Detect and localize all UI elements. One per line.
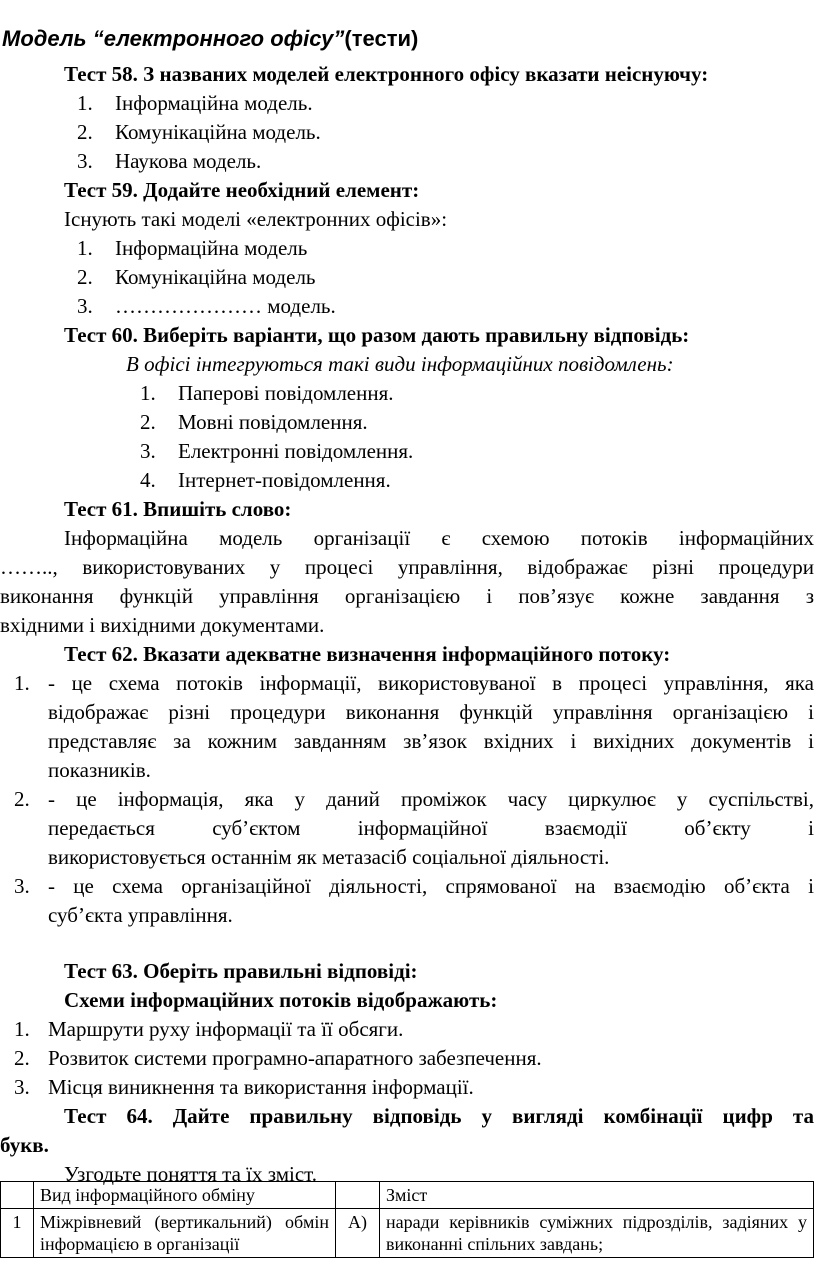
test-63-heading: Тест 63. Оберіть правильні відповіді: bbox=[64, 959, 418, 983]
list-item: 1. Інформаційна модель. bbox=[77, 91, 313, 115]
list-item: 1. Паперові повідомлення. bbox=[140, 381, 394, 405]
test-59-heading: Тест 59. Додайте необхідний елемент: bbox=[64, 178, 420, 202]
table-header-cell: Зміст bbox=[380, 1182, 814, 1209]
list-item: 3. Електронні повідомлення. bbox=[140, 439, 414, 463]
title-suffix: (тести) bbox=[344, 26, 419, 51]
list-item: 1. Маршрути руху інформації та її обсяги. bbox=[14, 1017, 404, 1041]
list-item-number: 1. bbox=[14, 671, 30, 695]
test-61-paragraph: Інформаційна модель організації є схемою потоків інформаційних …….., використовуваних у процесі управління, відображає різні процедури виконання функцій управління організацією і пов’язує кожне завдання з вхідними і вихідними документами. bbox=[0, 526, 814, 637]
test-60-intro: В офісі інтегруються такі види інформаційних повідомлень: bbox=[126, 352, 674, 376]
table-cell: наради керівників суміжних підрозділів, задіяних у виконанні спільних завдань; bbox=[380, 1209, 814, 1258]
list-item: 3. Наукова модель. bbox=[77, 149, 262, 173]
list-item: 2. Мовні повідомлення. bbox=[140, 410, 368, 434]
list-item: 3. ………………… модель. bbox=[77, 294, 336, 318]
list-item: 2. Комунікаційна модель. bbox=[77, 120, 321, 144]
list-item: 4. Інтернет-повідомлення. bbox=[140, 468, 391, 492]
list-item-number: 2. bbox=[14, 787, 30, 811]
test-62-option-1: - це схема потоків інформації, використовуваної в процесі управління, яка відображає різні процедури виконання функцій управління організацією і представляє за кожним завданням зв’язок вхідних і вихідних документів і показників. bbox=[48, 671, 814, 782]
table-cell: 1 bbox=[1, 1209, 34, 1258]
test-64-intro: Узгодьте поняття та їх зміст. bbox=[64, 1162, 318, 1186]
list-item: 3. Місця виникнення та використання інформації. bbox=[14, 1075, 474, 1099]
table-header-cell: Вид інформаційного обміну bbox=[34, 1182, 336, 1209]
title-main: Модель “електронного офісу” bbox=[2, 26, 345, 51]
list-item: 2. Комунікаційна модель bbox=[77, 265, 316, 289]
test-62-option-2: - це інформація, яка у даний проміжок часу циркулює у суспільстві, передається суб’єктом інформаційної взаємодії об’єкту і використовується останнім як метазасіб соціальної діяльності. bbox=[48, 787, 814, 869]
list-item: 1. Інформаційна модель bbox=[77, 236, 308, 260]
test-60-heading: Тест 60. Виберіть варіанти, що разом дають правильну відповідь: bbox=[64, 323, 690, 347]
list-item: 2. Розвиток системи програмно-апаратного забезпечення. bbox=[14, 1046, 542, 1070]
test-63-subheading: Схеми інформаційних потоків відображають: bbox=[64, 988, 498, 1012]
test-61-heading: Тест 61. Впишіть слово: bbox=[64, 497, 292, 521]
table-cell: А) bbox=[336, 1209, 380, 1258]
table-header-cell bbox=[336, 1182, 380, 1209]
test-64-heading: Тест 64. Дайте правильну відповідь у вигляді комбінації цифр та букв. bbox=[0, 1104, 814, 1157]
test-62-option-3: - це схема організаційної діяльності, спрямованої на взаємодію об’єкта і суб’єкта управління. bbox=[48, 874, 814, 927]
list-item-number: 3. bbox=[14, 874, 30, 898]
table-row bbox=[1, 1209, 814, 1258]
table-cell: Міжрівневий (вертикальний) обмін інформацією в організації bbox=[34, 1209, 336, 1258]
table-header-row bbox=[1, 1182, 814, 1209]
test-62-heading: Тест 62. Вказати адекватне визначення інформаційного потоку: bbox=[64, 642, 671, 666]
matching-table bbox=[0, 1181, 814, 1258]
test-59-intro: Існують такі моделі «електронних офісів»: bbox=[64, 207, 448, 231]
test-58-heading: Тест 58. З названих моделей електронного офісу вказати неіснуючу: bbox=[64, 62, 709, 86]
table-header-cell bbox=[1, 1182, 34, 1209]
document-title bbox=[2, 24, 418, 53]
